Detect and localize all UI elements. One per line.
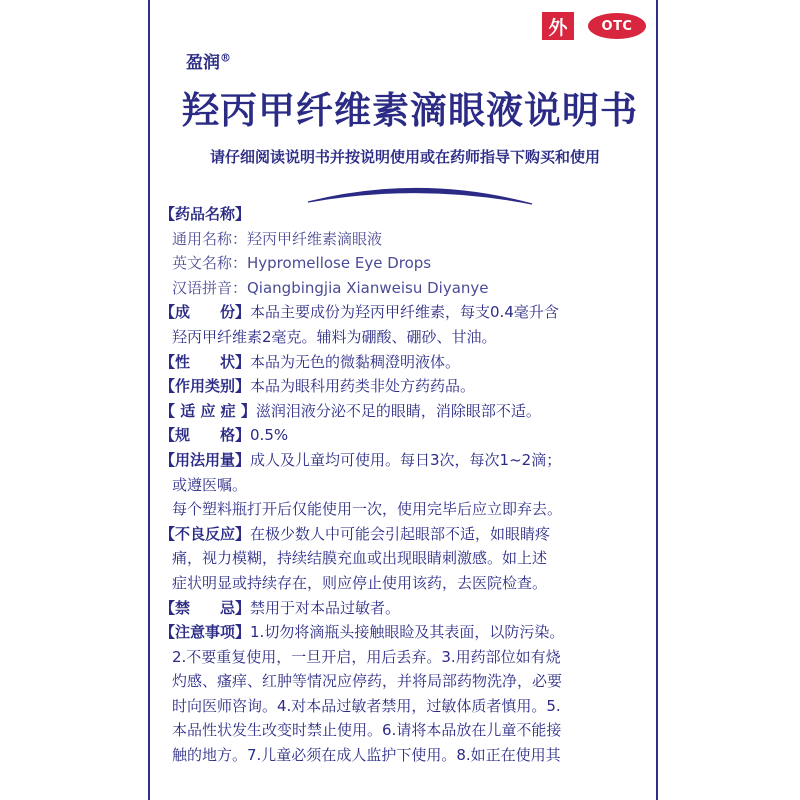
section-text: 禁用于对本品过敏者。	[250, 598, 401, 617]
leaflet-content	[160, 202, 652, 768]
section-text: 痛，视力模糊，持续结膜充血或出现眼睛刺激感。如上述	[172, 549, 548, 568]
section-text: 羟丙甲纤维素2毫克。辅料为硼酸、硼砂、甘油。	[172, 327, 497, 346]
section-label: 【禁 忌】	[160, 598, 251, 617]
section-properties	[160, 350, 652, 375]
brand-logo	[186, 48, 231, 73]
section-text: 或遵医嘱。	[172, 475, 248, 494]
section-ingredients	[160, 300, 652, 325]
section-contra	[160, 596, 652, 621]
badge-group	[542, 12, 646, 40]
section-category	[160, 374, 652, 399]
section-label: 【性 状】	[160, 352, 251, 371]
section-text: 本品主要成份为羟丙甲纤维素，每支0.4毫升含	[250, 303, 559, 322]
section-label: 【规 格】	[160, 426, 251, 445]
section-text: 本品为眼科用药类非处方药药品。	[250, 377, 476, 396]
section-label: 【用法用量】	[160, 450, 251, 469]
section-text: 滋润泪液分泌不足的眼睛，消除眼部不适。	[255, 401, 541, 420]
english-name: 英文名称：Hypromellose Eye Drops	[172, 254, 432, 273]
section-label: 【药品名称】	[160, 205, 251, 223]
section-label: 【不良反应】	[160, 524, 251, 543]
section-text: 本品为无色的微黏稠澄明液体。	[250, 352, 461, 371]
section-label: 【注意事项】	[160, 623, 251, 642]
section-label: 【成 份】	[160, 303, 251, 322]
section-text: 每个塑料瓶打开后仅能使用一次，使用完毕后应立即弃去。	[172, 500, 563, 519]
section-text: 0.5%	[250, 426, 289, 445]
external-use-badge: 外	[542, 12, 574, 40]
section-text: 本品性状发生改变时禁止使用。6.请将本品放在儿童不能接	[172, 721, 562, 740]
section-text: 2.不要重复使用，一旦开启，用后丢弃。3.用药部位如有烧	[172, 647, 561, 666]
page-subtitle: 请仔细阅读说明书并按说明使用或在药师指导下购买和使用	[209, 148, 600, 166]
section-spec	[160, 423, 652, 448]
section-label: 【作用类别】	[160, 377, 251, 396]
section-label: 【 适 应 症 】	[160, 401, 256, 420]
section-text: 在极少数人中可能会引起眼部不适，如眼睛疼	[250, 524, 551, 543]
page-title: 羟丙甲纤维素滴眼液说明书	[182, 89, 638, 132]
section-text: 时向医师咨询。4.对本品过敏者禁用，过敏体质者慎用。5.	[172, 696, 561, 715]
registered-mark: ®	[220, 51, 231, 65]
brand-name: 盈润	[186, 53, 220, 73]
section-text: 症状明显或持续存在，则应停止使用该药，去医院检查。	[172, 573, 548, 592]
generic-name: 通用名称：羟丙甲纤维素滴眼液	[172, 229, 383, 248]
pinyin-name: 汉语拼音：Qiangbingjia Xianweisu Diyanye	[172, 278, 489, 297]
section-indications	[160, 399, 652, 424]
section-text: 触的地方。7.儿童必须在成人监护下使用。8.如正在使用其	[172, 746, 561, 765]
section-text: 成人及儿童均可使用。每日3次，每次1~2滴；	[250, 450, 562, 469]
section-drug-name-heading	[160, 202, 652, 227]
section-text: 1.切勿将滴瓶头接触眼睑及其表面，以防污染。	[250, 623, 565, 642]
section-dosage	[160, 448, 652, 473]
otc-badge: OTC	[588, 13, 646, 39]
section-text: 灼感、瘙痒、红肿等情况应停药，并将局部药物洗净，必要	[172, 672, 563, 691]
section-precautions	[160, 620, 652, 645]
section-adverse	[160, 522, 652, 547]
